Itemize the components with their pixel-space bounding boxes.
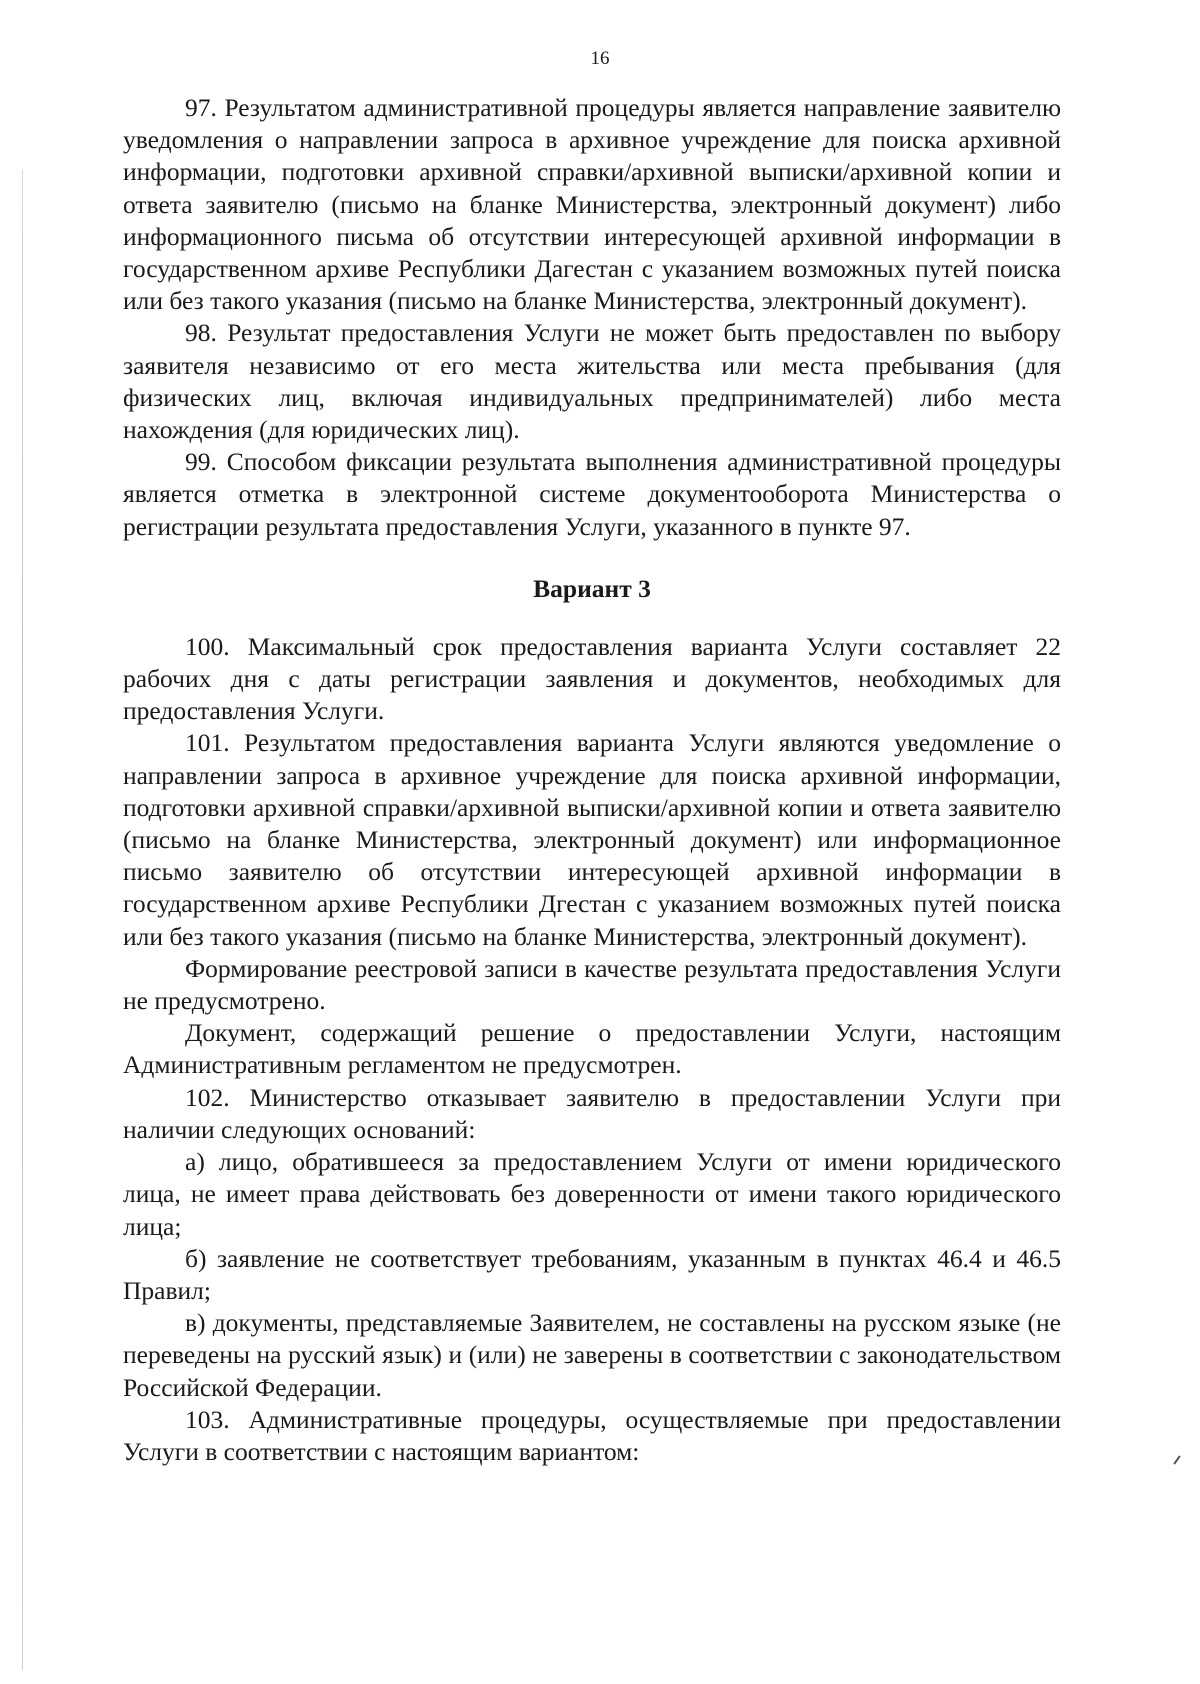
paragraph-100: 100. Максимальный срок предоставления варианта Услуги составляет 22 рабочих дня с даты регистрации заявления и документов, необходимых для предоставления Услуги. <box>123 631 1061 726</box>
paragraph-decision-document: Документ, содержащий решение о предоставлении Услуги, настоящим Административным регламентом не предусмотрен. <box>123 1018 1061 1080</box>
page-number: 16 <box>590 48 610 69</box>
paragraph-98: 98. Результат предоставления Услуги не может быть предоставлен по выбору заявителя независимо от его места жительства или места пребывания (для физических лиц, включая индивидуальных предпринимателей) либо места нахождения (для юридических лиц). <box>123 318 1061 445</box>
paragraph-102-b: б) заявление не соответствует требованиям, указанным в пунктах 46.4 и 46.5 Правил; <box>123 1243 1061 1305</box>
paragraph-102: 102. Министерство отказывает заявителю в предоставлении Услуги при наличии следующих оснований: <box>123 1082 1061 1144</box>
paragraph-registry-record: Формирование реестровой записи в качестве результата предоставления Услуги не предусмотрено. <box>123 953 1061 1016</box>
section-heading: Вариант 3 <box>533 573 651 603</box>
scan-edge-line <box>22 170 23 1670</box>
scan-artifact-mark <box>1173 1455 1180 1464</box>
paragraph-101: 101. Результатом предоставления варианта Услуги являются уведомление о направлении запроса в архивное учреждение для поиска архивной информации, подготовки архивной справки/архивной выписки/архивной копии и ответа заявителю (письмо на бланке Министерства, электронный документ) или информационное письмо заявителю об отсутствии интересующей архивной информации в государственном архиве Республики Дгестан с указанием возможных путей поиска или без такого указания (письмо на бланке Министерства, электронный документ). <box>123 728 1061 951</box>
paragraph-97: 97. Результатом административной процедуры является направление заявителю уведомления о направлении запроса в архивное учреждение для поиска архивной информации, подготовки архивной справки/архивной выписки/архивной копии и ответа заявителю (письмо на бланке Министерства, электронный документ) либо информационного письма об отсутствии интересующей архивной информации в государственном архиве Республики Дагестан с указанием возможных путей поиска или без такого указания (письмо на бланке Министерства, электронный документ). <box>123 93 1061 316</box>
paragraph-102-a: а) лицо, обратившееся за предоставлением Услуги от имени юридического лица, не имеет права действовать без доверенности от имени такого юридического лица; <box>123 1147 1061 1241</box>
document-body <box>123 92 1061 1468</box>
paragraph-102-c: в) документы, представляемые Заявителем, не составлены на русском языке (не переведены на русский язык) и (или) не заверены в соответствии с законодательством Российской Федерации. <box>123 1308 1061 1402</box>
paragraph-99: 99. Способом фиксации результата выполнения административной процедуры является отметка в электронной системе документооборота Министерства о регистрации результата предоставления Услуги, указанного в пункте 97. <box>123 447 1061 541</box>
paragraph-103: 103. Административные процедуры, осуществляемые при предоставлении Услуги в соответствии с настоящим вариантом: <box>123 1404 1061 1466</box>
